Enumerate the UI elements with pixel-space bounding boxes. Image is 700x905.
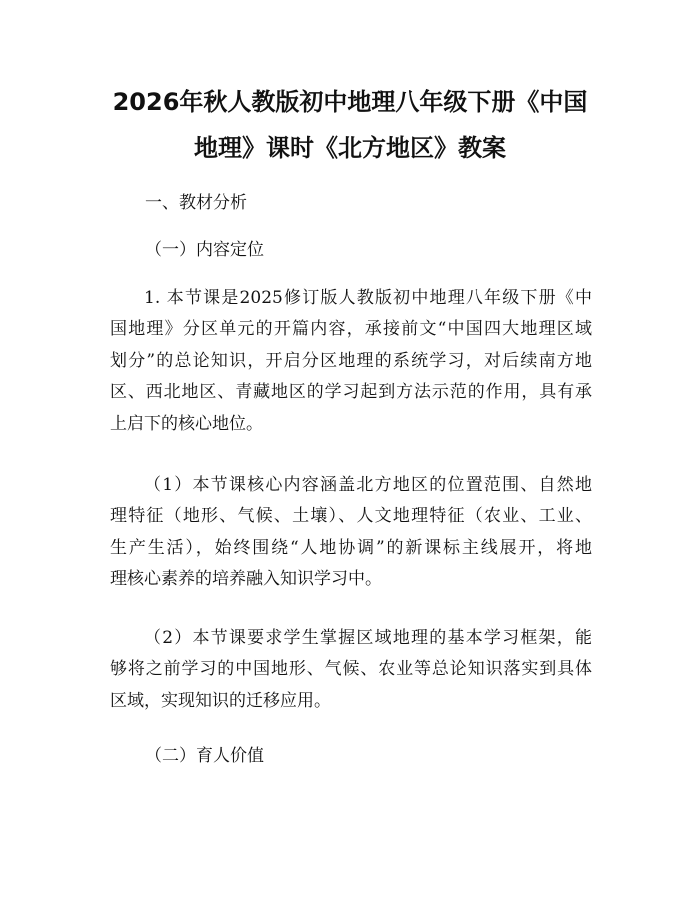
paragraph-line: 区域，实现知识的迁移应用。 [110,690,331,711]
section-heading-textbook-analysis: 一、教材分析 [145,193,247,213]
paragraph-line: 够将之前学习的中国地形、气候、农业等总论知识落实到具体 [110,659,592,680]
paragraph-line: 划分”的总论知识，开启分区地理的系统学习，对后续南方地 [110,350,592,371]
paragraph-2 [110,470,592,596]
document-title-line-2: 地理》课时《北方地区》教案 [194,134,506,162]
paragraph-line: （2）本节课要求学生掌握区域地理的基本学习框架，能 [144,628,592,648]
paragraph-line: 1. 本节课是2025修订版人教版初中地理八年级下册《中 [144,288,592,308]
paragraph-line: 区、西北地区、青藏地区的学习起到方法示范的作用，具有承 [110,382,592,403]
paragraph-line: 生产生活），始终围绕“人地协调”的新课标主线展开，将地 [110,537,592,558]
paragraph-3 [110,623,592,717]
paragraph-1 [110,283,592,440]
paragraph-line: 上启下的核心地位。 [110,413,263,434]
document-title-line-1: 2026年秋人教版初中地理八年级下册《中国 [112,88,588,116]
subsection-heading-content-positioning: （一）内容定位 [145,240,264,260]
subsection-heading-educational-value: （二）育人价值 [145,746,264,766]
paragraph-line: 理核心素养的培养融入知识学习中。 [110,569,382,590]
paragraph-line: 理特征（地形、气候、土壤）、人文地理特征（农业、工业、 [110,506,592,527]
paragraph-line: 国地理》分区单元的开篇内容，承接前文“中国四大地理区域 [110,319,592,340]
paragraph-line: （1）本节课核心内容涵盖北方地区的位置范围、自然地 [144,475,592,495]
